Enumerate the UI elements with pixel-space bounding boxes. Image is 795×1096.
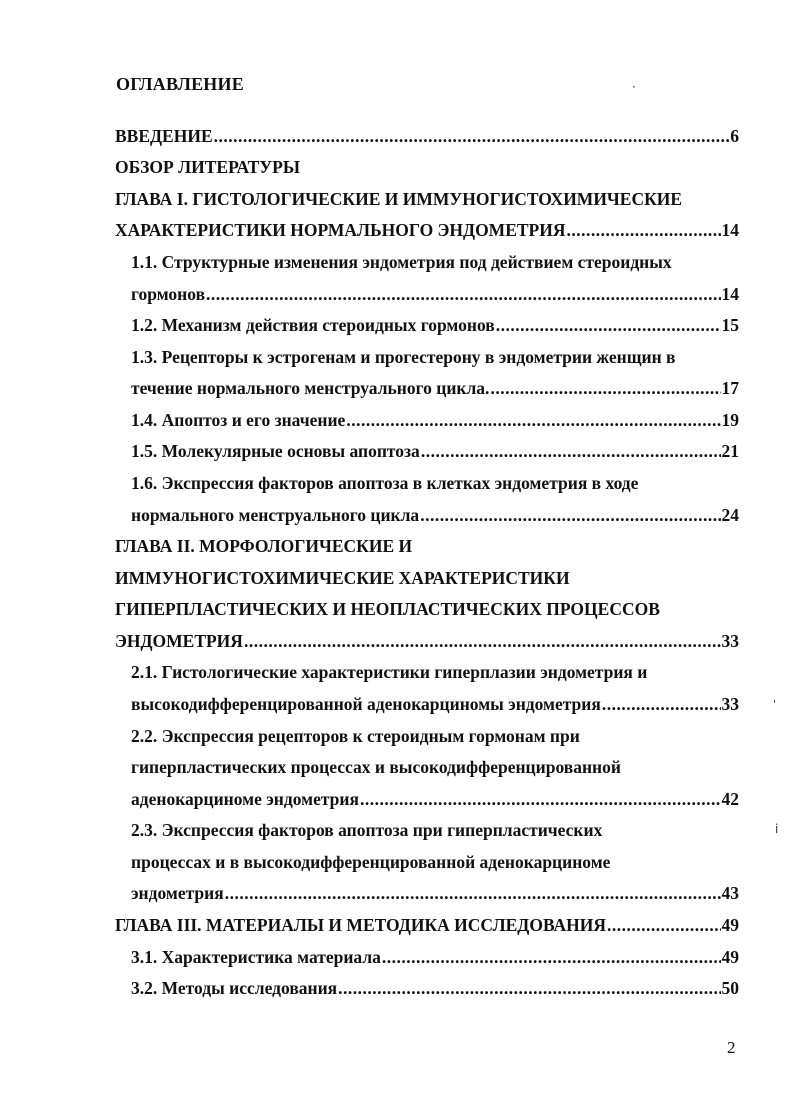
- toc-leader-dots: [490, 376, 720, 400]
- toc-entry-chapter-2-cont: [115, 566, 739, 590]
- toc-entry-chapter-2-cont3: [115, 629, 739, 653]
- toc-entry-introduction: [115, 124, 739, 148]
- toc-entry-text: нормального менструального цикла: [131, 505, 420, 525]
- toc-entry-2-3-cont: [131, 850, 739, 874]
- toc-entry-chapter-2: [115, 534, 739, 558]
- toc-entry-page: 21: [721, 441, 739, 461]
- toc-entry-literature-review: [115, 155, 739, 179]
- toc-entry-text: 1.1. Структурные изменения эндометрия под действием стероидных: [131, 252, 672, 272]
- toc-entry-2-3: [131, 818, 739, 842]
- toc-entry-page: 42: [721, 789, 739, 809]
- toc-entry-text: процессах и в высокодифференцированной аденокарциноме: [131, 852, 611, 872]
- toc-leader-dots: [206, 282, 720, 306]
- toc-entry-text: 1.2. Механизм действия стероидных гормонов: [131, 315, 495, 335]
- toc-leader-dots: [360, 787, 721, 811]
- toc-entry-3-2: [131, 976, 739, 1000]
- toc-title: ОГЛАВЛЕНИЕ: [116, 74, 244, 94]
- toc-entry-2-2-cont: [131, 755, 739, 779]
- toc-entry-text: течение нормального менструального цикла.: [131, 378, 490, 398]
- toc-entry-2-2-cont2: [131, 787, 739, 811]
- toc-entry-1-3-cont: [131, 376, 739, 400]
- toc-entry-page: 33: [721, 694, 739, 714]
- toc-leader-dots: [382, 945, 721, 969]
- toc-entry-2-1-cont: [131, 692, 739, 716]
- toc-leader-dots: [214, 124, 730, 148]
- toc-leader-dots: [338, 976, 720, 1000]
- toc-entry-text: ИММУНОГИСТОХИМИЧЕСКИЕ ХАРАКТЕРИСТИКИ: [115, 568, 570, 588]
- toc-leader-dots: [602, 692, 721, 716]
- toc-entry-text: ОБЗОР ЛИТЕРАТУРЫ: [115, 157, 301, 177]
- toc-entry-page: 33: [721, 631, 739, 651]
- toc-entry-1-2: [131, 313, 739, 337]
- toc-entry-text: гормонов: [131, 284, 206, 304]
- page-number: 2: [727, 1038, 736, 1057]
- toc-entry-text: 2.1. Гистологические характеристики гиперплазии эндометрия и: [131, 662, 648, 682]
- toc-entry-3-1: [131, 945, 739, 969]
- toc-entry-1-5: [131, 439, 739, 463]
- toc-entry-page: 50: [721, 978, 739, 998]
- toc-entry-text: 1.5. Молекулярные основы апоптоза: [131, 441, 420, 461]
- toc-entry-chapter-3: [115, 913, 739, 937]
- toc-entry-1-1-cont: [131, 282, 739, 306]
- toc-entry-text: 1.6. Экспрессия факторов апоптоза в клетках эндометрия в ходе: [131, 473, 639, 493]
- toc-entry-text: ГЛАВА II. МОРФОЛОГИЧЕСКИЕ И: [115, 536, 413, 556]
- toc-entry-text: ЭНДОМЕТРИЯ: [115, 631, 243, 651]
- toc-entry-text: гиперпластических процессах и высокодифференцированной: [131, 757, 621, 777]
- toc-entry-1-1: [131, 250, 739, 274]
- toc-entry-1-4: [131, 408, 739, 432]
- toc-entry-text: 3.1. Характеристика материала: [131, 947, 381, 967]
- toc-entry-page: 19: [721, 410, 739, 430]
- scan-speck: ·: [632, 80, 636, 94]
- toc-leader-dots: [420, 503, 720, 527]
- toc-entry-text: эндометрия: [131, 883, 224, 903]
- toc-entry-page: 14: [721, 220, 739, 240]
- scan-speck: ⅰ: [775, 822, 779, 836]
- toc-entry-2-2: [131, 724, 739, 748]
- toc-leader-dots: [567, 218, 721, 242]
- toc-leader-dots: [225, 881, 721, 905]
- toc-entry-1-3: [131, 345, 739, 369]
- toc-entry-chapter-1: [115, 187, 739, 211]
- toc-entry-text: 2.3. Экспрессия факторов апоптоза при гиперпластических: [131, 820, 603, 840]
- toc-entry-text: аденокарциноме эндометрия: [131, 789, 359, 809]
- toc-entry-text: ГЛАВА I. ГИСТОЛОГИЧЕСКИЕ И ИММУНОГИСТОХИМИЧЕСКИЕ: [115, 189, 683, 209]
- toc-entry-text: ХАРАКТЕРИСТИКИ НОРМАЛЬНОГО ЭНДОМЕТРИЯ: [115, 220, 566, 240]
- toc-entry-1-6: [131, 471, 739, 495]
- scan-speck: ˌ: [773, 690, 777, 704]
- toc-entry-page: 24: [721, 505, 739, 525]
- toc-entry-page: 17: [721, 378, 739, 398]
- toc-leader-dots: [346, 408, 720, 432]
- toc-entry-chapter-1-cont: [115, 218, 739, 242]
- toc-entry-text: 3.2. Методы исследования: [131, 978, 338, 998]
- toc-leader-dots: [496, 313, 721, 337]
- toc-entry-2-1: [131, 660, 739, 684]
- toc-entry-text: ГЛАВА III. МАТЕРИАЛЫ И МЕТОДИКА ИССЛЕДОВАНИЯ: [115, 915, 607, 935]
- toc-entry-page: 6: [730, 126, 739, 146]
- toc-entry-page: 49: [721, 915, 739, 935]
- toc-entry-2-3-cont2: [131, 881, 739, 905]
- toc-entry-text: ГИПЕРПЛАСТИЧЕСКИХ И НЕОПЛАСТИЧЕСКИХ ПРОЦЕССОВ: [115, 599, 660, 619]
- toc-leader-dots: [421, 439, 721, 463]
- toc-entry-text: 1.3. Рецепторы к эстрогенам и прогестерону в эндометрии женщин в: [131, 347, 676, 367]
- toc-entry-text: 1.4. Апоптоз и его значение: [131, 410, 346, 430]
- toc-leader-dots: [244, 629, 721, 653]
- toc-entry-page: 15: [721, 315, 739, 335]
- toc-entry-text: высокодифференцированной аденокарциномы эндометрия: [131, 694, 601, 714]
- toc-entry-page: 49: [721, 947, 739, 967]
- toc-entry-text: ВВЕДЕНИЕ: [115, 126, 213, 146]
- toc-entry-page: 43: [721, 883, 739, 903]
- toc-entry-1-6-cont: [131, 503, 739, 527]
- toc-leader-dots: [607, 913, 720, 937]
- toc-entry-text: 2.2. Экспрессия рецепторов к стероидным гормонам при: [131, 726, 580, 746]
- toc-entry-chapter-2-cont2: [115, 597, 739, 621]
- toc-entry-page: 14: [721, 284, 739, 304]
